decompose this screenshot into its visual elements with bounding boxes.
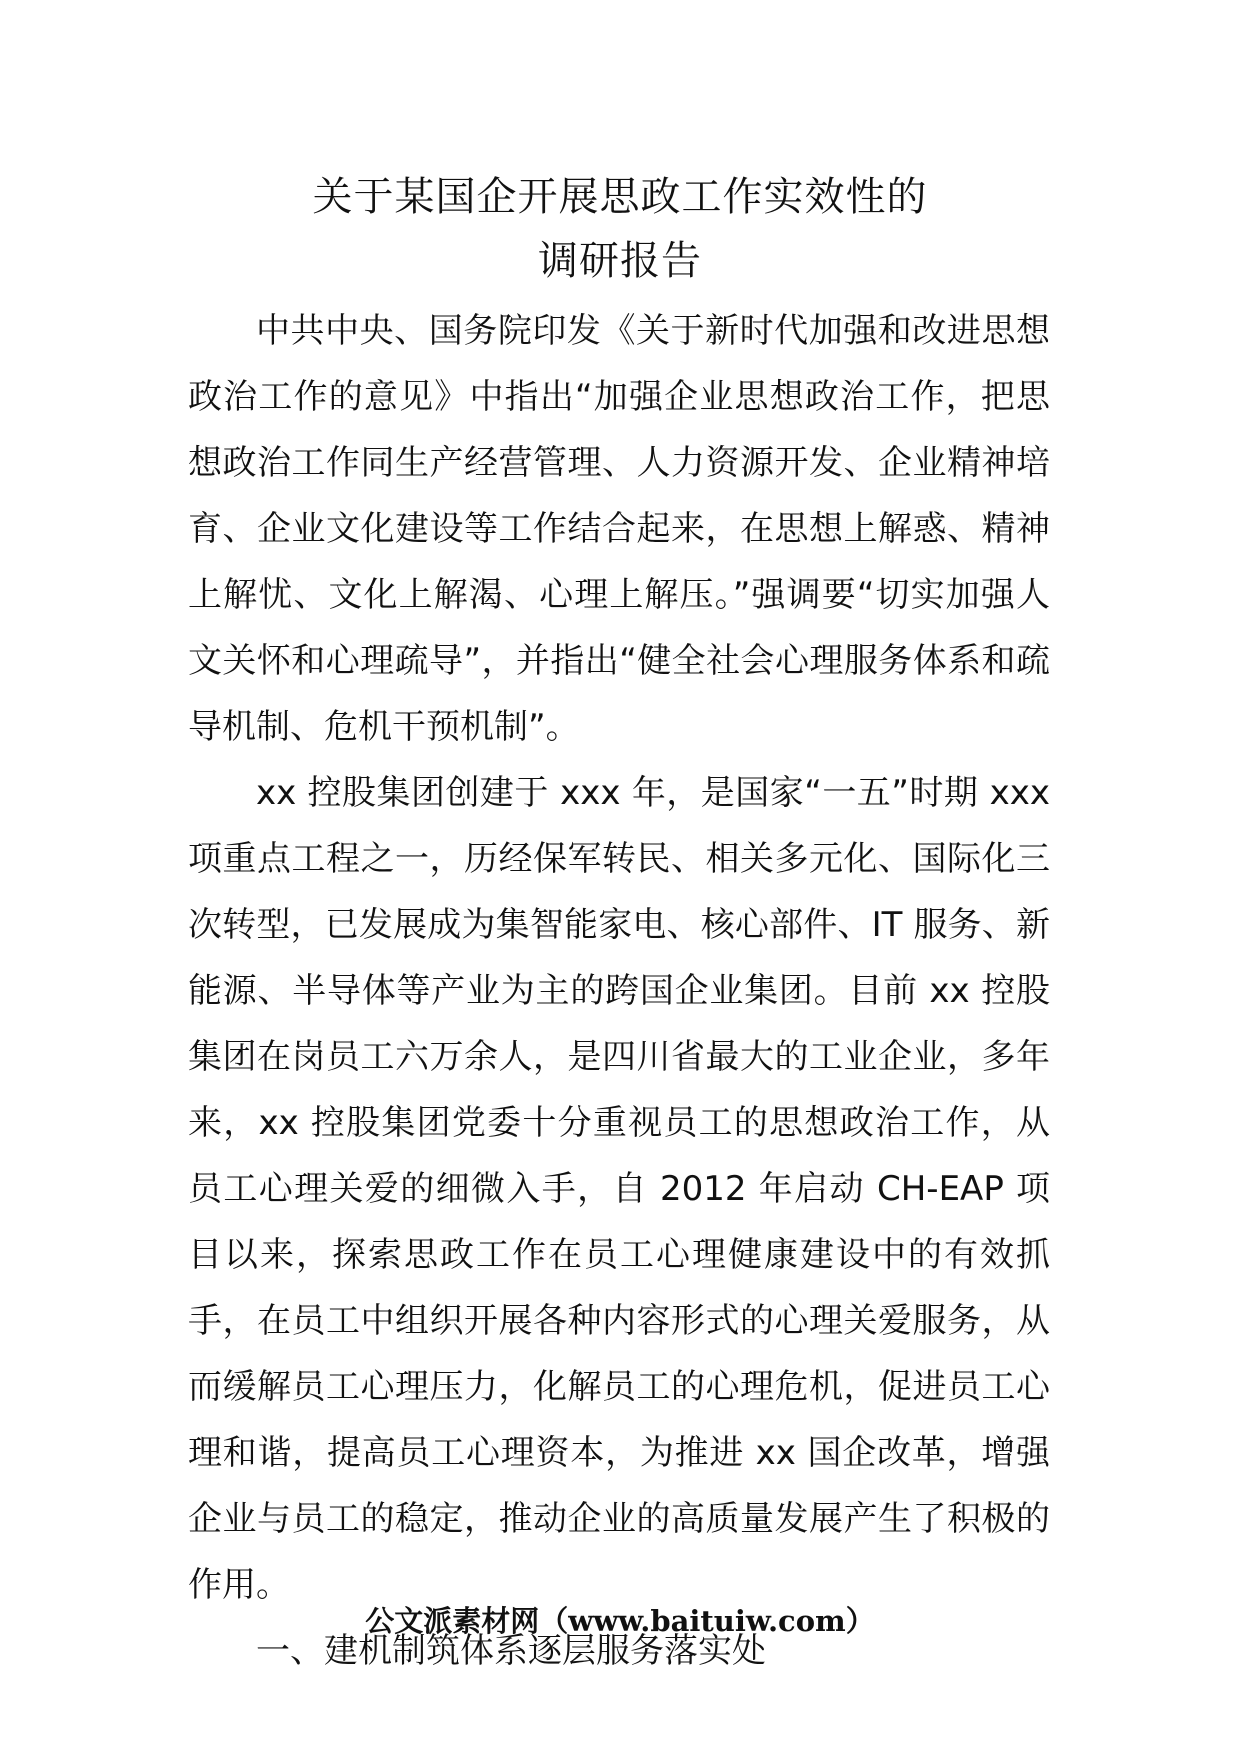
document-title-line-2: 调研报告 bbox=[538, 238, 702, 284]
document-title-line-1: 关于某国企开展思政工作实效性的 bbox=[312, 174, 928, 220]
footer-watermark-text: 公文派素材网（www.baituiw.com） bbox=[365, 1604, 875, 1638]
section-heading: 一、建机制筑体系逐层服务落实处 bbox=[256, 1631, 766, 1671]
body-paragraph-2: xx 控股集团创建于 xxx 年，是国家“一五”时期 xxx 项重点工程之一，历经保军转民、相关多元化、国际化三次转型，已发展成为集智能家电、核心部件、IT 服务、新能源、半导体等产业为主的跨国企业集团。目前 xx 控股集团在岗员工六万余人，是四川省最大的工业企业，多年来，xx 控股集团党委十分重视员工的思想政治工作，从员工心理关爱的细微入手，自 2012 年启动 CH-EAP 项目以来，探索思政工作在员工心理健康建设中的有效抓手，在员工中组织开展各种内容形式的心理关爱服务，从而缓解员工心理压力，化解员工的心理危机，促进员工心理和谐，提高员工心理资本，为推进 xx 国企改革，增强企业与员工的稳定，推动企业的高质量发展产生了积极的作用。 bbox=[188, 773, 1050, 1605]
document-body bbox=[188, 298, 1050, 1684]
body-paragraph-1: 中共中央、国务院印发《关于新时代加强和改进思想政治工作的意见》中指出“加强企业思想政治工作，把思想政治工作同生产经营管理、人力资源开发、企业精神培育、企业文化建设等工作结合起来，在思想上解惑、精神上解忧、文化上解渴、心理上解压。”强调要“切实加强人文关怀和心理疏导”，并指出“健全社会心理服务体系和疏导机制、危机干预机制”。 bbox=[188, 311, 1050, 747]
